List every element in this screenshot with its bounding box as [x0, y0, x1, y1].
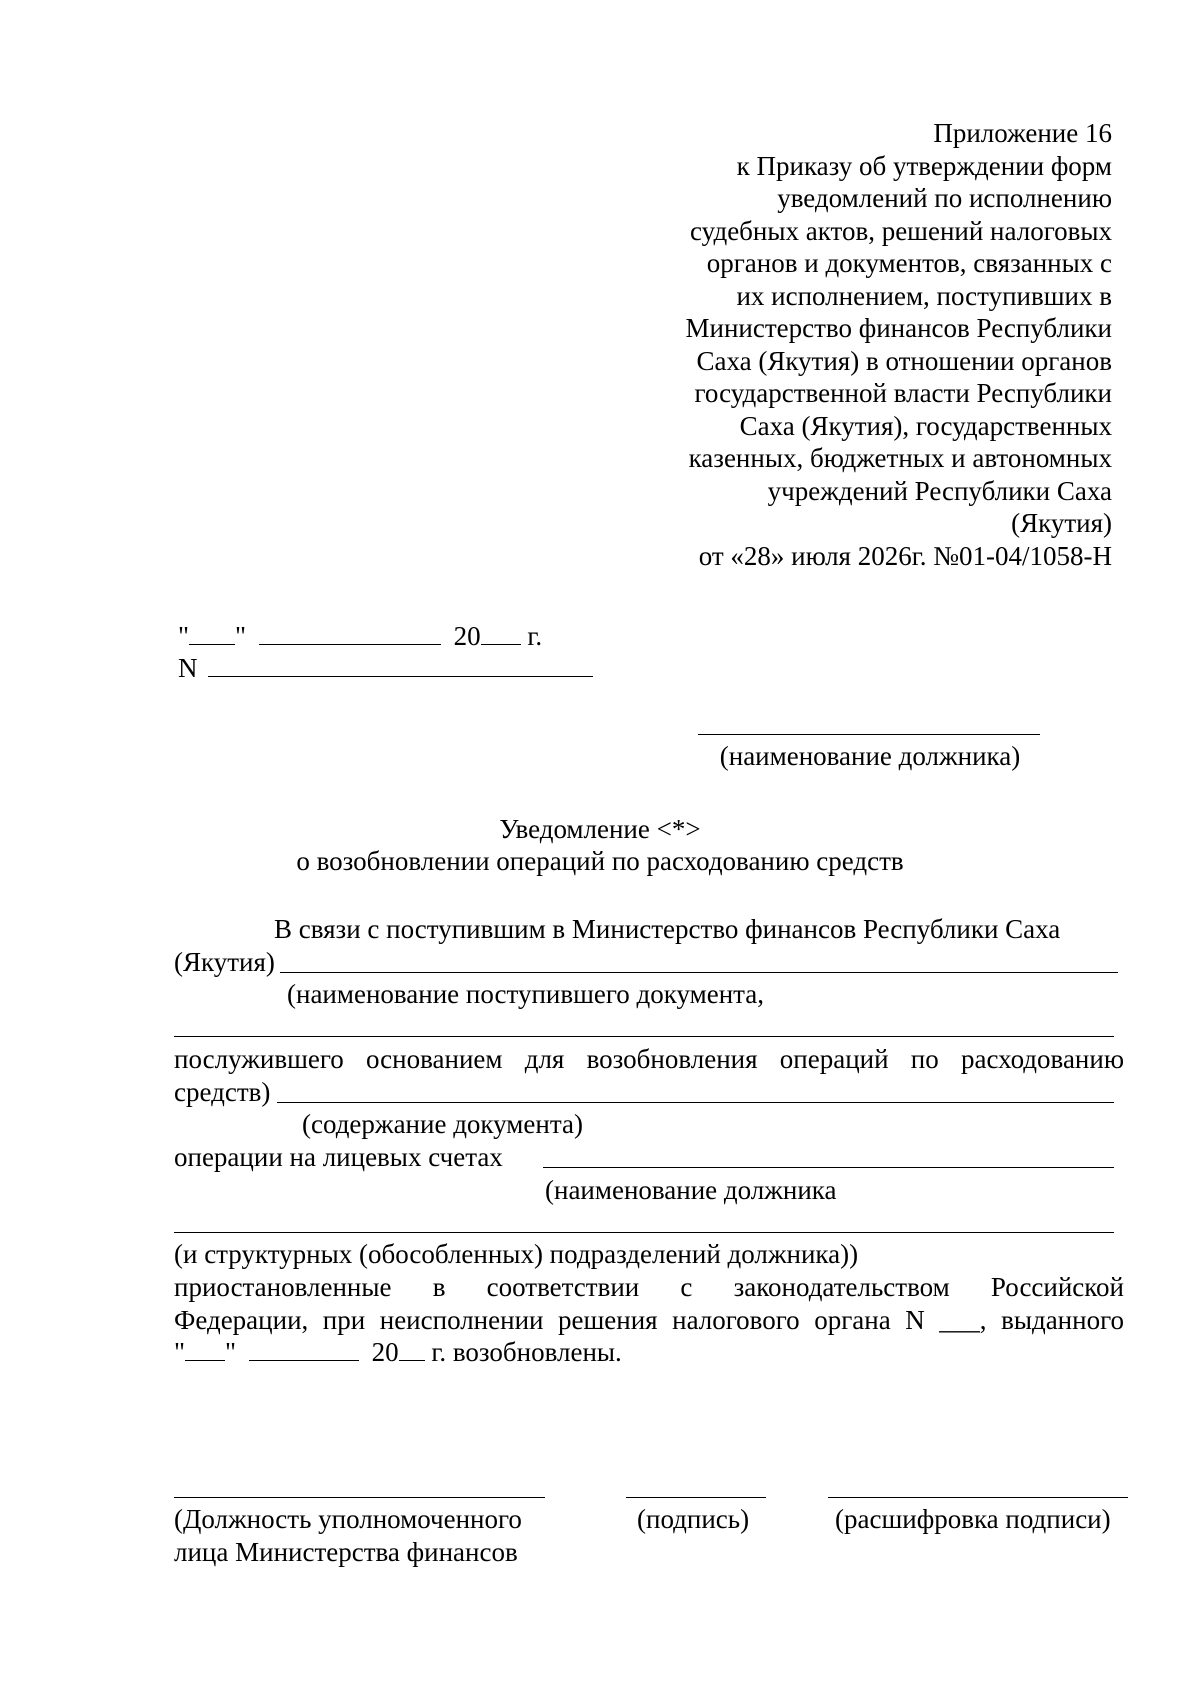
document-content-blank[interactable] — [277, 1102, 1114, 1103]
issue-year-blank[interactable] — [399, 1338, 425, 1361]
body-p1-line1: В связи с поступившим в Министерство финансов Республики Саха — [274, 914, 1061, 944]
issue-year-prefix: 20 — [371, 1337, 399, 1367]
received-document-blank[interactable] — [280, 972, 1118, 973]
position-blank[interactable] — [174, 1497, 545, 1498]
position-caption-line2: лица Министерства финансов — [174, 1537, 518, 1567]
date-field-row — [178, 620, 542, 653]
notice-subtitle: о возобновлении операций по расходованию средств — [296, 846, 904, 876]
resumed-text: г. возобновлены. — [431, 1337, 622, 1367]
caption-subdivisions: (и структурных (обособленных) подразделений должника)) — [174, 1239, 859, 1269]
appendix-line: органов и документов, связанных с — [706, 248, 1112, 278]
caption-document-name: (наименование поступившего документа, — [287, 979, 765, 1009]
subdivisions-blank[interactable] — [174, 1232, 1114, 1233]
appendix-block — [552, 117, 1112, 572]
issue-date-quote-close: " — [225, 1337, 237, 1367]
body-p3-line3 — [174, 1336, 622, 1369]
appendix-line: казенных, бюджетных и автономных — [688, 443, 1112, 473]
day-blank[interactable] — [189, 622, 235, 645]
date-quote-close: " — [235, 621, 247, 651]
yakutia-label: (Якутия) — [174, 947, 275, 977]
date-quote-open: " — [178, 621, 190, 651]
debtor-accounts-blank[interactable] — [543, 1167, 1114, 1168]
appendix-line: уведомлений по исполнению — [777, 183, 1112, 213]
body-p2-line2 — [174, 1076, 270, 1109]
body-p3-line1: приостановленные в соответствии с законодательством Российской — [174, 1272, 1124, 1302]
number-blank[interactable] — [208, 654, 593, 677]
notice-title: Уведомление <*> — [499, 814, 701, 844]
appendix-line: Саха (Якутия) в отношении органов — [696, 345, 1112, 376]
month-blank[interactable] — [259, 622, 441, 645]
appendix-line: (Якутия) — [1011, 508, 1112, 538]
year-suffix: г. — [527, 621, 543, 651]
appendix-line: Приложение 16 — [933, 118, 1112, 148]
appendix-line: Министерство финансов Республики — [685, 313, 1112, 343]
appendix-line: к Приказу об утверждении форм — [736, 150, 1112, 181]
year-blank[interactable] — [481, 622, 521, 645]
appendix-line: их исполнением, поступивших в — [736, 280, 1112, 311]
issue-month-blank[interactable] — [249, 1338, 359, 1361]
issue-date-quote-open: " — [174, 1337, 186, 1367]
appendix-line: судебных актов, решений налоговых — [690, 215, 1112, 246]
body-p1-line2 — [174, 946, 275, 979]
body-p2-line1: послужившего основанием для возобновления операций по расходованию — [174, 1044, 1124, 1074]
signature-decoding-blank[interactable] — [828, 1497, 1128, 1498]
debtor-name-blank[interactable] — [698, 734, 1040, 735]
debtor-name-caption: (наименование должника) — [719, 741, 1021, 771]
number-label: N — [178, 653, 198, 683]
document-name-blank-2[interactable] — [174, 1036, 1114, 1037]
appendix-line: от «28» июля 2026г. №01-04/1058-Н — [698, 540, 1112, 571]
appendix-line: учреждений Республики Саха — [767, 475, 1112, 506]
appendix-line: Саха (Якутия), государственных — [739, 410, 1112, 441]
accounts-label: операции на лицевых счетах — [174, 1142, 503, 1172]
issue-day-blank[interactable] — [185, 1338, 225, 1361]
year-prefix: 20 — [453, 621, 481, 651]
signature-caption: (подпись) — [637, 1504, 750, 1534]
number-field-row — [178, 652, 593, 685]
body-p3-line2: Федерации, при неисполнении решения налогового органа N ___, выданного — [174, 1305, 1124, 1335]
appendix-line: государственной власти Республики — [694, 378, 1112, 408]
position-caption-line1: (Должность уполномоченного — [174, 1504, 522, 1534]
funds-label: средств) — [174, 1077, 271, 1107]
caption-debtor: (наименование должника — [545, 1175, 837, 1205]
signature-blank[interactable] — [626, 1497, 766, 1498]
signature-decoding-caption: (расшифровка подписи) — [835, 1504, 1111, 1534]
caption-document-content: (содержание документа) — [302, 1109, 583, 1139]
